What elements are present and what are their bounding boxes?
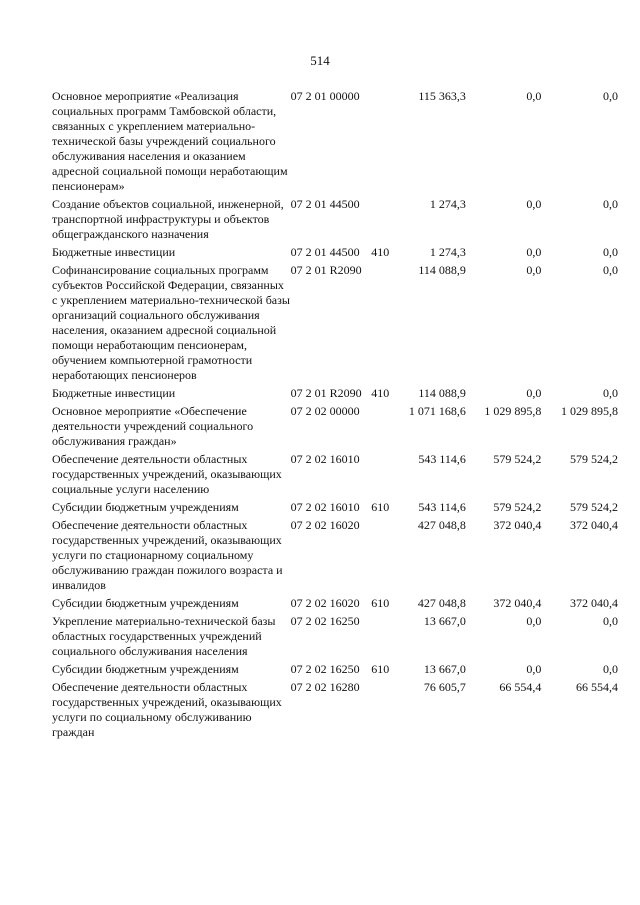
row-value-3: 0,0 [603,245,618,259]
row-name: Обеспечение деятельности областных государственных учреждений, оказывающих социальные услуги населению [52,452,282,496]
row-value-2: 0,0 [526,197,542,211]
row-value-1: 543 114,6 [418,500,466,514]
row-value-3: 579 524,2 [570,500,618,514]
table-row [52,386,618,404]
row-value-2: 0,0 [526,662,542,676]
row-value-1: 1 274,3 [429,245,466,259]
row-name: Софинансирование социальных программ субъектов Российской Федерации, связанных с укреплением материально-технической базы организаций социального обслуживания населения, оказанием адресной социальной помощи неработающим пенсионерам, обучением компьютерной грамотности неработающих пенсионеров [52,263,290,382]
row-code: 07 2 01 44500 [290,197,360,211]
row-value-1: 427 048,8 [417,518,466,532]
row-expense-type: 410 [371,386,390,400]
table-row [52,452,618,500]
row-name: Укрепление материально-технической базы областных государственных учреждений социального обслуживания населения [52,614,276,658]
row-value-3: 0,0 [603,197,618,211]
row-name: Основное мероприятие «Реализация социальных программ Тамбовской области, связанных с укреплением материально-технической базы учреждений социального обслуживания населения и оказанием адресной социальной помощи неработающим пенсионерам» [52,89,288,193]
row-name: Бюджетные инвестиции [52,386,176,400]
page-number: 514 [310,53,330,68]
row-expense-type [371,263,395,386]
row-code: 07 2 02 16020 [290,518,360,532]
row-expense-type: 610 [371,500,390,514]
row-code: 07 2 02 16250 [290,662,360,676]
row-name: Субсидии бюджетным учреждениям [52,596,239,610]
row-expense-type [371,404,395,452]
row-value-2: 579 524,2 [493,452,542,466]
row-code: 07 2 02 16010 [290,500,360,514]
row-value-1: 427 048,8 [417,596,466,610]
row-name: Бюджетные инвестиции [52,245,176,259]
row-expense-type [371,680,395,743]
table-row [52,263,618,386]
table-row [52,500,618,518]
table-row [52,89,618,197]
table-row [52,680,618,743]
row-value-3: 66 554,4 [576,680,618,694]
row-value-2: 372 040,4 [493,518,542,532]
row-name: Субсидии бюджетным учреждениям [52,500,239,514]
row-expense-type: 610 [371,662,390,676]
row-code: 07 2 02 16010 [290,452,360,466]
row-expense-type [371,197,395,245]
row-value-1: 114 088,9 [418,386,466,400]
row-expense-type: 610 [371,596,390,610]
row-value-2: 579 524,2 [493,500,542,514]
row-value-3: 1 029 895,8 [561,404,618,418]
row-name: Создание объектов социальной, инженерной, транспортной инфраструктуры и объектов общегражданского назначения [52,197,284,241]
row-expense-type [371,89,395,197]
row-value-3: 372 040,4 [570,596,618,610]
row-expense-type [371,452,395,500]
row-value-2: 0,0 [526,386,542,400]
row-value-1: 114 088,9 [418,263,466,277]
row-value-2: 372 040,4 [493,596,542,610]
row-name: Обеспечение деятельности областных государственных учреждений, оказывающих услуги по социальному обслуживанию граждан [52,680,282,739]
table-row [52,245,618,263]
row-value-2: 66 554,4 [499,680,542,694]
row-code: 07 2 01 R2090 [290,263,362,277]
budget-table [52,89,618,743]
table-row [52,404,618,452]
row-value-2: 1 029 895,8 [484,404,542,418]
row-code: 07 2 02 00000 [290,404,360,418]
row-value-2: 0,0 [526,614,542,628]
row-value-2: 0,0 [526,263,542,277]
table-row [52,197,618,245]
row-expense-type [371,614,395,662]
row-value-1: 76 605,7 [423,680,466,694]
row-value-3: 372 040,4 [570,518,618,532]
table-row [52,518,618,596]
row-value-3: 0,0 [603,662,618,676]
row-expense-type [371,518,395,596]
row-value-1: 543 114,6 [418,452,466,466]
row-value-1: 13 667,0 [423,662,466,676]
row-name: Основное мероприятие «Обеспечение деятельности учреждений социального обслуживания граждан» [52,404,254,448]
row-value-3: 0,0 [603,614,618,628]
row-value-2: 0,0 [526,89,542,103]
row-value-3: 0,0 [603,89,618,103]
row-value-1: 115 363,3 [418,89,466,103]
row-value-3: 0,0 [603,386,618,400]
row-value-1: 1 071 168,6 [408,404,466,418]
row-name: Субсидии бюджетным учреждениям [52,662,239,676]
table-body [52,89,618,743]
row-value-3: 0,0 [603,263,618,277]
table-row [52,614,618,662]
row-value-1: 1 274,3 [429,197,466,211]
row-expense-type: 410 [371,245,390,259]
row-code: 07 2 01 R2090 [290,386,362,400]
row-code: 07 2 01 00000 [290,89,360,103]
row-value-1: 13 667,0 [423,614,466,628]
row-value-2: 0,0 [526,245,542,259]
table-row [52,662,618,680]
row-code: 07 2 01 44500 [290,245,360,259]
row-code: 07 2 02 16020 [290,596,360,610]
row-name: Обеспечение деятельности областных государственных учреждений, оказывающих услуги по стационарному социальному обслуживанию граждан пожилого возраста и инвалидов [52,518,283,592]
row-code: 07 2 02 16250 [290,614,360,628]
row-code: 07 2 02 16280 [290,680,360,694]
row-value-3: 579 524,2 [570,452,618,466]
table-row [52,596,618,614]
